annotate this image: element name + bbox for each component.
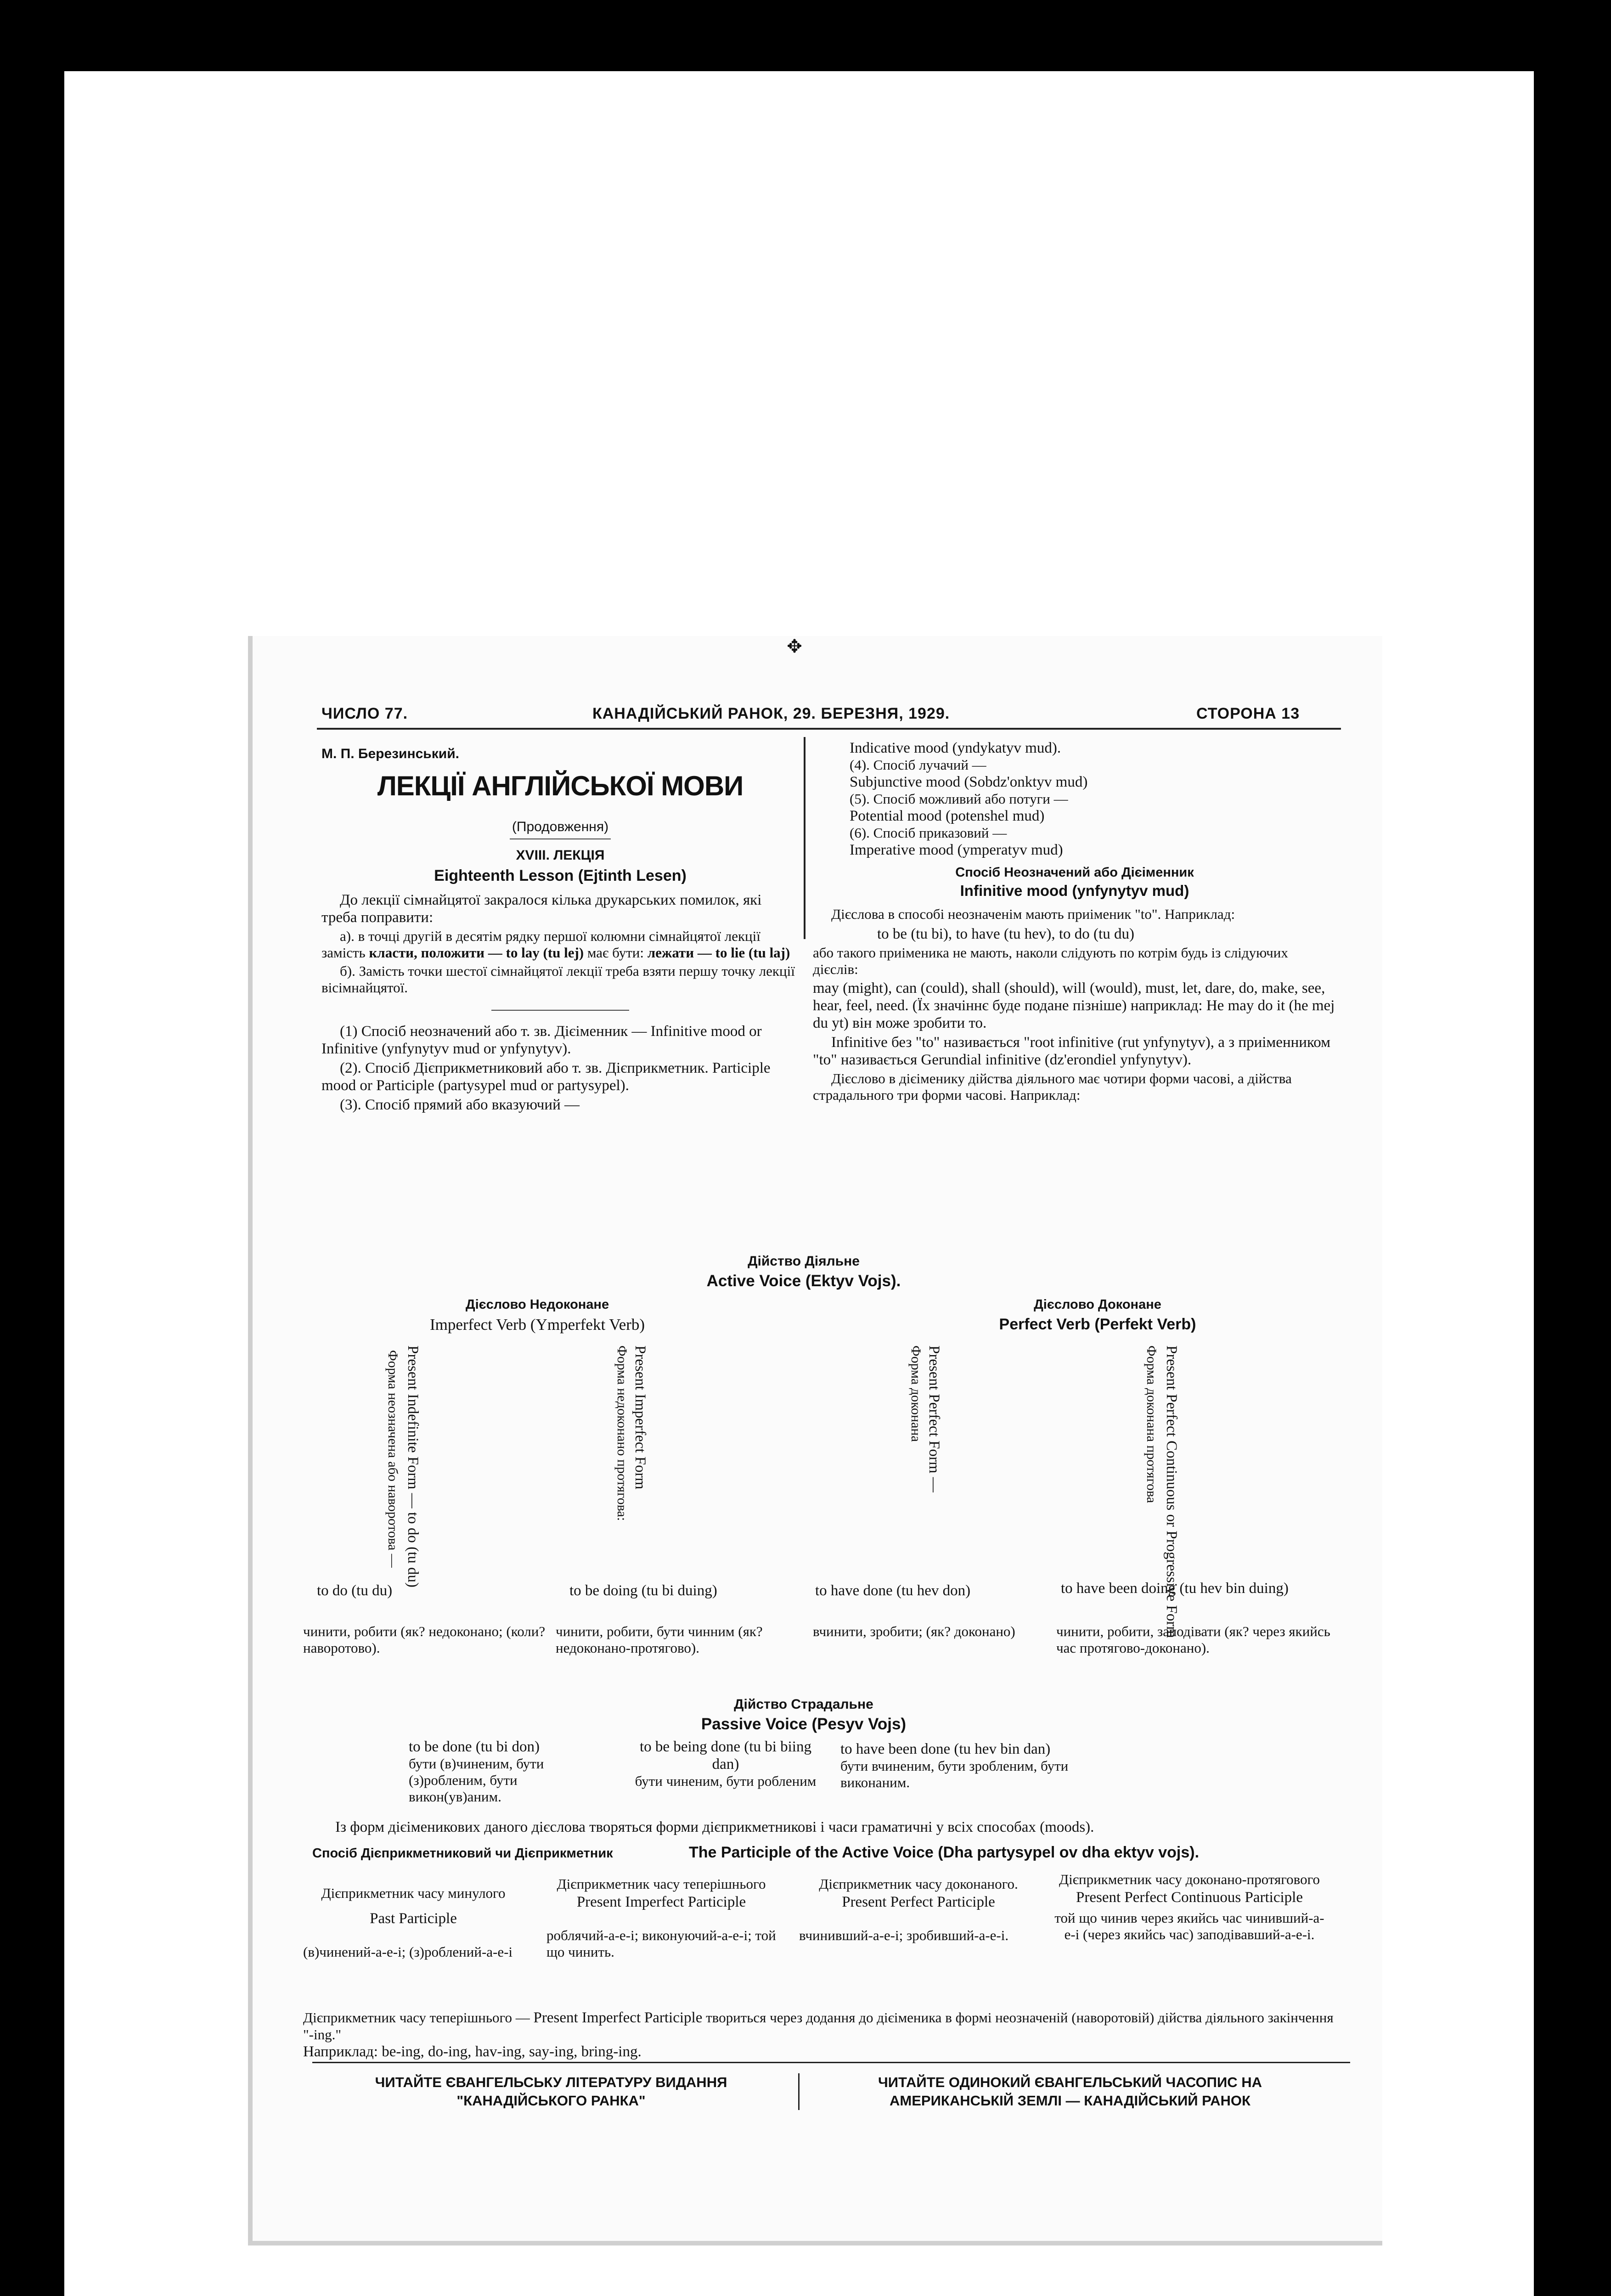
participle-heading-en: The Participle of the Active Voice (Dha partysypel ov dha ektyv vojs). bbox=[689, 1844, 1200, 1861]
participle-col-2 bbox=[546, 1876, 776, 1960]
form-4-uk: Форма доконана протягова bbox=[1144, 1345, 1159, 1503]
errata-a-right: лежати — to lie (tu laj) bbox=[647, 945, 790, 961]
active-voice-uk: Дійство Діяльне bbox=[748, 1254, 860, 1269]
lecture-english-title: Eighteenth Lesson (Ejtinth Lesen) bbox=[434, 867, 687, 884]
infinitive-text-4: Дієслово в дієіменику дійства діяльного має чотири форми часові, а дійства страдального три форми часові. Наприклад: bbox=[813, 1070, 1292, 1103]
form-2-example: to be doing (tu bi duing) bbox=[569, 1582, 717, 1599]
form-2-label bbox=[631, 1345, 649, 1548]
participle-1-uk: Дієприкметник часу минулого bbox=[321, 1885, 506, 1901]
passive-3-example: to have been done (tu hev bin dan) bbox=[840, 1741, 1051, 1757]
imperfect-verb-uk: Дієслово Недоконане bbox=[465, 1297, 609, 1312]
right-column bbox=[813, 739, 1336, 1103]
form-3-label bbox=[925, 1345, 943, 1538]
perfect-verb-uk: Дієслово Доконане bbox=[1034, 1297, 1161, 1312]
form-4-translation: чинити, робити, заподівати (як? через якийсь час протягово-доконано). bbox=[1056, 1623, 1330, 1656]
participle-3-uk: Дієприкметник часу доконаного. bbox=[819, 1876, 1018, 1892]
participle-3-en: Present Perfect Participle bbox=[842, 1894, 995, 1910]
mood-4: (4). Спосіб лучачий — bbox=[850, 757, 986, 773]
passive-voice-en: Passive Voice (Pesyv Vojs) bbox=[701, 1715, 907, 1733]
form-1-en: Present Indefinite Form — to do (tu du) bbox=[405, 1345, 421, 1588]
participle-3-translation: вчинивший-а-е-і; зробивший-а-е-і. bbox=[799, 1927, 1009, 1943]
participle-note-1 bbox=[303, 2009, 1341, 2043]
infinitive-heading-uk: Спосіб Неозначений або Дієіменник bbox=[955, 865, 1194, 880]
passive-1-translation: бути (в)чиненим, бути (з)робленим, бути викон(ув)аним. bbox=[409, 1756, 544, 1805]
mood-6-english: Imperative mood (ymperatyv mud) bbox=[850, 842, 1063, 858]
form-2-uk: Форма недоконано протягова: bbox=[614, 1345, 630, 1521]
active-voice-en: Active Voice (Ektyv Vojs). bbox=[706, 1272, 901, 1290]
note-term-en: Present Imperfect bbox=[533, 2009, 641, 2026]
ornament: ✥ bbox=[787, 636, 802, 657]
participle-heading-uk: Спосіб Дієприкметниковий чи Дієприкметник bbox=[312, 1846, 613, 1861]
footer-right-ad: ЧИТАЙТЕ ОДИНОКИЙ ЄВАНГЕЛЬСЬКИЙ ЧАСОПИС НА АМЕРИКАНСЬКІЙ ЗЕМЛІ — КАНАДІЙСЬКИЙ РАНОК bbox=[878, 2074, 1262, 2109]
footer-rule bbox=[312, 2062, 1350, 2063]
divider bbox=[510, 838, 611, 839]
divider bbox=[491, 1010, 629, 1011]
participle-4-en: Present Perfect Continuous Participle bbox=[1076, 1889, 1303, 1906]
form-4-label bbox=[1163, 1345, 1180, 1638]
form-1-translation: чинити, робити (як? недоконано; (коли? наворотово). bbox=[303, 1623, 546, 1656]
errata-b: б). Замість точки шестої сімнайцятої лекції треба взяти першу точку лекції вісімнайцятої. bbox=[321, 963, 795, 996]
form-4-example: to have been doing (tu hev bin duing) bbox=[1061, 1580, 1289, 1597]
infinitive-text-1: Дієслова в способі неозначенім мають приіменик "to". Наприклад: bbox=[831, 906, 1235, 922]
author: М. П. Березинський. bbox=[321, 746, 459, 761]
passive-2-translation: бути чиненим, бути робленим bbox=[635, 1773, 817, 1789]
passive-voice-uk: Дійство Страдальне bbox=[734, 1697, 873, 1712]
form-1-label bbox=[404, 1345, 422, 1588]
continued-label: (Продовження) bbox=[512, 819, 609, 834]
page-number: СТОРОНА 13 bbox=[1196, 705, 1300, 722]
errata-a bbox=[321, 928, 799, 961]
perfect-verb-en: Perfect Verb (Perfekt Verb) bbox=[999, 1316, 1196, 1333]
paper-date: КАНАДІЙСЬКИЙ РАНОК, 29. БЕРЕЗНЯ, 1929. bbox=[592, 705, 950, 722]
infinitive-heading-en: Infinitive mood (ynfynytyv mud) bbox=[960, 882, 1189, 899]
footer-left-ad: ЧИТАЙТЕ ЄВАНГЕЛЬСЬКУ ЛІТЕРАТУРУ ВИДАННЯ "КАНАДІЙСЬКОГО РАНКА" bbox=[375, 2074, 727, 2109]
errata-a-text: а). в точці другій в десятім рядку першої колюмни сімнайцятої лекції замість bbox=[321, 928, 760, 961]
passive-col-2 bbox=[625, 1738, 827, 1790]
left-column bbox=[321, 746, 799, 1114]
form-1-uk: Форма неозначена або наворотова — bbox=[385, 1350, 400, 1568]
passive-col-1 bbox=[409, 1738, 611, 1805]
mood-3: (3). Спосіб прямий або вказуючий — bbox=[340, 1097, 580, 1113]
issue-number: ЧИСЛО 77. bbox=[321, 705, 408, 722]
infinitive-example: to be (tu bi), to have (tu hev), to do (tu du) bbox=[877, 926, 1134, 942]
lecture-title: ЛЕКЦІЇ АНГЛІЙСЬКОЇ МОВИ bbox=[377, 771, 744, 801]
form-3-example: to have done (tu hev don) bbox=[815, 1582, 971, 1599]
form-3-label-uk bbox=[907, 1345, 924, 1538]
form-3-uk: Форма доконана bbox=[908, 1345, 924, 1442]
passive-2-example: to be being done (tu bi biing dan) bbox=[640, 1739, 811, 1773]
imperfect-verb-en: Imperfect Verb (Ymperfekt Verb) bbox=[429, 1316, 645, 1334]
participle-1-translation: (в)чинений-а-е-і; (з)роблений-а-е-і bbox=[303, 1944, 513, 1960]
participle-intro: Із форм дієіменикових даного дієслова творяться форми дієприкметникові і часи граматичні у всіх способах (moods). bbox=[335, 1819, 1094, 1835]
mood-3-english: Indicative mood (yndykatyv mud). bbox=[850, 740, 1061, 756]
participle-col-1 bbox=[303, 1885, 524, 1960]
newspaper-page bbox=[248, 636, 1382, 2245]
mood-4-english: Subjunctive mood (Sobdz'onktyv mud) bbox=[850, 774, 1088, 790]
note-term-en-2: Participle bbox=[644, 2009, 703, 2026]
form-2-translation: чинити, робити, бути чинним (як? недоконано-протягово). bbox=[556, 1623, 763, 1656]
note-term-uk: Дієприкметник часу теперішнього — bbox=[303, 2009, 530, 2026]
infinitive-text-3: Infinitive без "to" називається "root infinitive (rut ynfynytyv), а з приіменником "to" називається Gerundial infinitive (dz'erondiel ynfynytyv). bbox=[813, 1034, 1331, 1068]
mood-5-english: Potential mood (potenshel mud) bbox=[850, 808, 1045, 824]
mood-5: (5). Спосіб можливий або потуги — bbox=[850, 791, 1068, 807]
form-1-label-uk bbox=[384, 1350, 401, 1568]
infinitive-text-2: або такого приіменика не мають, наколи слідують по котрім будь із слідуючих дієслів: bbox=[813, 945, 1288, 977]
participle-2-en: Present Imperfect Participle bbox=[576, 1894, 746, 1910]
passive-1-example: to be done (tu bi don) bbox=[409, 1739, 540, 1755]
infinitive-verbs: may (might), can (could), shall (should), will (would), must, let, dare, do, make, see, hear, feel, need. (Їх значіннє буде подане пізніше) наприклад: He may do it (he mej du yt) він може зробити то. bbox=[813, 980, 1335, 1031]
header-rule bbox=[317, 728, 1341, 730]
errata-a-should: має бути: bbox=[587, 945, 644, 961]
form-3-translation: вчинити, зробити; (як? доконано) bbox=[813, 1623, 1015, 1639]
form-4-en: Present Perfect Continuous or Progressive Form bbox=[1163, 1345, 1180, 1638]
participle-4-translation: той що чинив через якийсь час чинивший-а-е-і (через якийсь час) заподівавший-а-е-і. bbox=[1054, 1910, 1324, 1942]
form-2-label-uk bbox=[613, 1345, 631, 1548]
participle-note bbox=[303, 2009, 1341, 2060]
participle-col-3 bbox=[799, 1876, 1038, 1944]
participle-4-uk: Дієприкметник часу доконано-протягового bbox=[1059, 1871, 1320, 1887]
footer-divider bbox=[798, 2073, 800, 2110]
mood-6: (6). Спосіб приказовий — bbox=[850, 825, 1007, 841]
form-3-en: Present Perfect Form — bbox=[926, 1345, 942, 1492]
errata-a-wrong: класти, положити — to lay (tu lej) bbox=[369, 945, 584, 961]
participle-2-uk: Дієприкметник часу теперішнього bbox=[557, 1876, 766, 1892]
lecture-number: XVIII. ЛЕКЦІЯ bbox=[516, 848, 605, 863]
form-2-en: Present Imperfect Form bbox=[632, 1345, 648, 1490]
mood-1: (1) Спосіб неозначений або т. зв. Дієіменник — Infinitive mood or Infinitive (ynfynytyv mud or ynfynytyv). bbox=[321, 1023, 762, 1057]
form-4-label-uk bbox=[1143, 1345, 1160, 1548]
participle-note-2: Наприклад: be-ing, do-ing, hav-ing, say-ing, bring-ing. bbox=[303, 2043, 642, 2060]
form-1-example: to do (tu du) bbox=[317, 1582, 393, 1599]
errata-intro: До лекції сімнайцятої закралося кілька друкарських помилок, які треба поправити: bbox=[321, 892, 762, 926]
participle-2-translation: роблячий-а-е-і; виконуючий-а-е-і; той що чинить. bbox=[546, 1927, 776, 1960]
mood-2: (2). Спосіб Дієприкметниковий або т. зв. Дієприкметник. Participle mood or Participle (partysypel mud or partysypel). bbox=[321, 1060, 771, 1094]
passive-3-translation: бути вчиненим, бути зробленим, бути виконаним. bbox=[840, 1758, 1069, 1790]
passive-col-3 bbox=[840, 1740, 1098, 1791]
column-rule bbox=[804, 737, 806, 939]
participle-1-en: Past Participle bbox=[370, 1910, 457, 1927]
note-body: твориться через додання до дієіменика в формі неозначеній (наворотовій) дійства діяльного закінчення "-ing." bbox=[303, 2009, 1334, 2043]
participle-col-4 bbox=[1052, 1871, 1327, 1943]
